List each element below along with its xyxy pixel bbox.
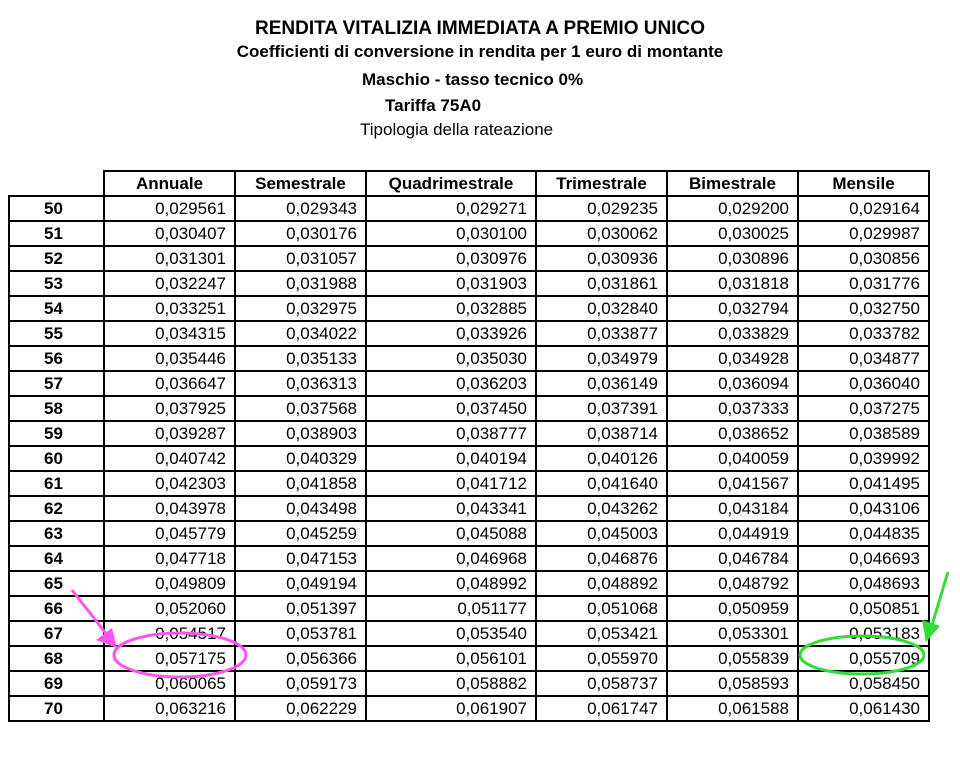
coefficient-cell: 0,043262 xyxy=(536,496,667,521)
coefficient-cell: 0,030062 xyxy=(536,221,667,246)
coefficient-cell: 0,050959 xyxy=(667,596,798,621)
age-cell: 67 xyxy=(9,621,104,646)
coefficient-cell: 0,037333 xyxy=(667,396,798,421)
age-cell: 63 xyxy=(9,521,104,546)
column-header: Bimestrale xyxy=(667,171,798,196)
table-row xyxy=(9,596,929,621)
coefficient-cell: 0,030025 xyxy=(667,221,798,246)
coefficient-cell: 0,037925 xyxy=(104,396,235,421)
coefficient-cell: 0,047718 xyxy=(104,546,235,571)
coefficient-cell: 0,030407 xyxy=(104,221,235,246)
coefficient-cell: 0,046968 xyxy=(366,546,536,571)
age-cell: 65 xyxy=(9,571,104,596)
coefficient-cell: 0,039287 xyxy=(104,421,235,446)
coefficient-cell: 0,034979 xyxy=(536,346,667,371)
coefficient-cell: 0,033782 xyxy=(798,321,929,346)
coefficient-cell: 0,041712 xyxy=(366,471,536,496)
coefficient-cell: 0,030856 xyxy=(798,246,929,271)
coefficient-cell: 0,052060 xyxy=(104,596,235,621)
table-row xyxy=(9,371,929,396)
coefficient-cell: 0,038903 xyxy=(235,421,366,446)
table-row xyxy=(9,221,929,246)
coefficient-cell: 0,037391 xyxy=(536,396,667,421)
coefficient-cell: 0,031903 xyxy=(366,271,536,296)
age-cell: 50 xyxy=(9,196,104,221)
coefficient-cell: 0,044835 xyxy=(798,521,929,546)
coefficient-cell: 0,029200 xyxy=(667,196,798,221)
coefficient-cell: 0,034928 xyxy=(667,346,798,371)
coefficient-cell: 0,041858 xyxy=(235,471,366,496)
coefficient-cell: 0,029164 xyxy=(798,196,929,221)
coefficient-cell: 0,047153 xyxy=(235,546,366,571)
coefficient-cell: 0,042303 xyxy=(104,471,235,496)
coefficient-cell: 0,033251 xyxy=(104,296,235,321)
age-cell: 53 xyxy=(9,271,104,296)
age-cell: 60 xyxy=(9,446,104,471)
coefficient-cell: 0,029343 xyxy=(235,196,366,221)
coefficient-cell: 0,041640 xyxy=(536,471,667,496)
coefficient-cell: 0,053781 xyxy=(235,621,366,646)
table-row xyxy=(9,271,929,296)
coefficient-cell: 0,044919 xyxy=(667,521,798,546)
age-cell: 68 xyxy=(9,646,104,671)
age-cell: 51 xyxy=(9,221,104,246)
age-cell: 54 xyxy=(9,296,104,321)
age-cell: 56 xyxy=(9,346,104,371)
table-row xyxy=(9,471,929,496)
coefficient-cell: 0,053301 xyxy=(667,621,798,646)
table-row xyxy=(9,521,929,546)
coefficient-cell: 0,045779 xyxy=(104,521,235,546)
coefficient-cell: 0,029271 xyxy=(366,196,536,221)
coefficient-cell: 0,043978 xyxy=(104,496,235,521)
coefficient-cell: 0,040194 xyxy=(366,446,536,471)
table-row xyxy=(9,546,929,571)
coefficient-cell: 0,062229 xyxy=(235,696,366,721)
coefficient-cell: 0,036647 xyxy=(104,371,235,396)
coefficient-cell: 0,053183 xyxy=(798,621,929,646)
table-row xyxy=(9,296,929,321)
coefficient-cell: 0,032840 xyxy=(536,296,667,321)
age-cell: 66 xyxy=(9,596,104,621)
column-header: Mensile xyxy=(798,171,929,196)
coefficient-cell: 0,043106 xyxy=(798,496,929,521)
age-cell: 57 xyxy=(9,371,104,396)
age-cell: 69 xyxy=(9,671,104,696)
table-row xyxy=(9,396,929,421)
green-arrow-line xyxy=(932,572,948,625)
age-cell: 64 xyxy=(9,546,104,571)
coefficient-cell: 0,040742 xyxy=(104,446,235,471)
coefficient-cell: 0,051397 xyxy=(235,596,366,621)
coefficient-cell: 0,032885 xyxy=(366,296,536,321)
coefficient-cell: 0,029987 xyxy=(798,221,929,246)
table-row xyxy=(9,346,929,371)
coefficient-cell: 0,040126 xyxy=(536,446,667,471)
header-corner xyxy=(9,171,104,196)
coefficient-cell: 0,031818 xyxy=(667,271,798,296)
coefficient-cell: 0,048992 xyxy=(366,571,536,596)
coefficient-cell: 0,061430 xyxy=(798,696,929,721)
tariff-line: Tariffa 75A0 xyxy=(385,96,482,115)
table-row xyxy=(9,696,929,721)
coefficient-cell: 0,035133 xyxy=(235,346,366,371)
coefficient-cell: 0,041495 xyxy=(798,471,929,496)
coefficient-cell: 0,037275 xyxy=(798,396,929,421)
coefficient-cell: 0,033829 xyxy=(667,321,798,346)
table-row xyxy=(9,246,929,271)
coefficient-cell: 0,058737 xyxy=(536,671,667,696)
coefficient-table xyxy=(8,170,930,722)
coefficient-cell: 0,045003 xyxy=(536,521,667,546)
coefficient-cell: 0,048693 xyxy=(798,571,929,596)
coefficient-cell: 0,058882 xyxy=(366,671,536,696)
coefficient-cell: 0,048792 xyxy=(667,571,798,596)
coefficient-cell: 0,046784 xyxy=(667,546,798,571)
coefficient-cell: 0,036040 xyxy=(798,371,929,396)
coefficient-cell: 0,040329 xyxy=(235,446,366,471)
coefficient-cell: 0,030896 xyxy=(667,246,798,271)
document-title: RENDITA VITALIZIA IMMEDIATA A PREMIO UNICO xyxy=(255,18,705,39)
coefficient-cell: 0,055970 xyxy=(536,646,667,671)
coefficient-cell: 0,038777 xyxy=(366,421,536,446)
coefficient-cell: 0,053421 xyxy=(536,621,667,646)
coefficient-cell: 0,032794 xyxy=(667,296,798,321)
coefficient-cell: 0,032247 xyxy=(104,271,235,296)
coefficient-cell: 0,043184 xyxy=(667,496,798,521)
table-row xyxy=(9,621,929,646)
age-cell: 52 xyxy=(9,246,104,271)
coefficient-cell: 0,043498 xyxy=(235,496,366,521)
table-row xyxy=(9,646,929,671)
coefficient-cell: 0,059173 xyxy=(235,671,366,696)
age-cell: 62 xyxy=(9,496,104,521)
coefficient-cell: 0,045259 xyxy=(235,521,366,546)
gender-rate-line: Maschio - tasso tecnico 0% xyxy=(362,70,584,89)
coefficient-cell: 0,053540 xyxy=(366,621,536,646)
coefficient-cell: 0,056101 xyxy=(366,646,536,671)
coefficient-cell: 0,058593 xyxy=(667,671,798,696)
coefficient-cell: 0,046876 xyxy=(536,546,667,571)
coefficient-cell: 0,036094 xyxy=(667,371,798,396)
table-row xyxy=(9,671,929,696)
coefficient-cell: 0,048892 xyxy=(536,571,667,596)
coefficient-cell: 0,035030 xyxy=(366,346,536,371)
coefficient-cell: 0,061588 xyxy=(667,696,798,721)
coefficient-cell: 0,030176 xyxy=(235,221,366,246)
installment-type-line: Tipologia della rateazione xyxy=(360,120,554,139)
column-header: Semestrale xyxy=(235,171,366,196)
age-cell: 58 xyxy=(9,396,104,421)
table-row xyxy=(9,421,929,446)
coefficient-cell: 0,046693 xyxy=(798,546,929,571)
coefficient-cell: 0,037568 xyxy=(235,396,366,421)
coefficient-cell: 0,029235 xyxy=(536,196,667,221)
coefficient-cell: 0,031057 xyxy=(235,246,366,271)
coefficient-cell: 0,055709 xyxy=(798,646,929,671)
coefficient-cell: 0,043341 xyxy=(366,496,536,521)
coefficient-cell: 0,031988 xyxy=(235,271,366,296)
coefficient-cell: 0,058450 xyxy=(798,671,929,696)
coefficient-cell: 0,033926 xyxy=(366,321,536,346)
coefficient-cell: 0,060065 xyxy=(104,671,235,696)
coefficient-cell: 0,049194 xyxy=(235,571,366,596)
coefficient-cell: 0,030976 xyxy=(366,246,536,271)
coefficient-cell: 0,031301 xyxy=(104,246,235,271)
coefficient-cell: 0,034877 xyxy=(798,346,929,371)
coefficient-cell: 0,051177 xyxy=(366,596,536,621)
coefficient-cell: 0,061747 xyxy=(536,696,667,721)
table-row xyxy=(9,571,929,596)
coefficient-cell: 0,045088 xyxy=(366,521,536,546)
coefficient-cell: 0,036313 xyxy=(235,371,366,396)
coefficient-cell: 0,057175 xyxy=(104,646,235,671)
age-cell: 59 xyxy=(9,421,104,446)
table-header-row xyxy=(9,171,929,196)
coefficient-cell: 0,038714 xyxy=(536,421,667,446)
coefficient-cell: 0,036149 xyxy=(536,371,667,396)
table-row xyxy=(9,496,929,521)
coefficient-cell: 0,055839 xyxy=(667,646,798,671)
column-header: Trimestrale xyxy=(536,171,667,196)
coefficient-cell: 0,030936 xyxy=(536,246,667,271)
age-cell: 70 xyxy=(9,696,104,721)
age-cell: 55 xyxy=(9,321,104,346)
coefficient-cell: 0,051068 xyxy=(536,596,667,621)
coefficient-cell: 0,032750 xyxy=(798,296,929,321)
coefficient-cell: 0,030100 xyxy=(366,221,536,246)
coefficient-cell: 0,049809 xyxy=(104,571,235,596)
coefficient-cell: 0,032975 xyxy=(235,296,366,321)
coefficient-cell: 0,040059 xyxy=(667,446,798,471)
coefficient-cell: 0,038652 xyxy=(667,421,798,446)
coefficient-cell: 0,029561 xyxy=(104,196,235,221)
coefficient-cell: 0,036203 xyxy=(366,371,536,396)
coefficient-cell: 0,063216 xyxy=(104,696,235,721)
coefficient-cell: 0,037450 xyxy=(366,396,536,421)
coefficient-cell: 0,050851 xyxy=(798,596,929,621)
coefficient-cell: 0,035446 xyxy=(104,346,235,371)
table-row xyxy=(9,321,929,346)
table-row xyxy=(9,196,929,221)
coefficient-cell: 0,061907 xyxy=(366,696,536,721)
coefficient-cell: 0,041567 xyxy=(667,471,798,496)
age-cell: 61 xyxy=(9,471,104,496)
coefficient-cell: 0,031861 xyxy=(536,271,667,296)
coefficient-cell: 0,034315 xyxy=(104,321,235,346)
coefficient-cell: 0,054517 xyxy=(104,621,235,646)
coefficient-cell: 0,034022 xyxy=(235,321,366,346)
coefficient-cell: 0,038589 xyxy=(798,421,929,446)
column-header: Quadrimestrale xyxy=(366,171,536,196)
coefficient-cell: 0,039992 xyxy=(798,446,929,471)
coefficient-cell: 0,031776 xyxy=(798,271,929,296)
coefficient-cell: 0,056366 xyxy=(235,646,366,671)
document-subtitle: Coefficienti di conversione in rendita per 1 euro di montante xyxy=(236,42,724,61)
column-header: Annuale xyxy=(104,171,235,196)
table-row xyxy=(9,446,929,471)
coefficient-cell: 0,033877 xyxy=(536,321,667,346)
